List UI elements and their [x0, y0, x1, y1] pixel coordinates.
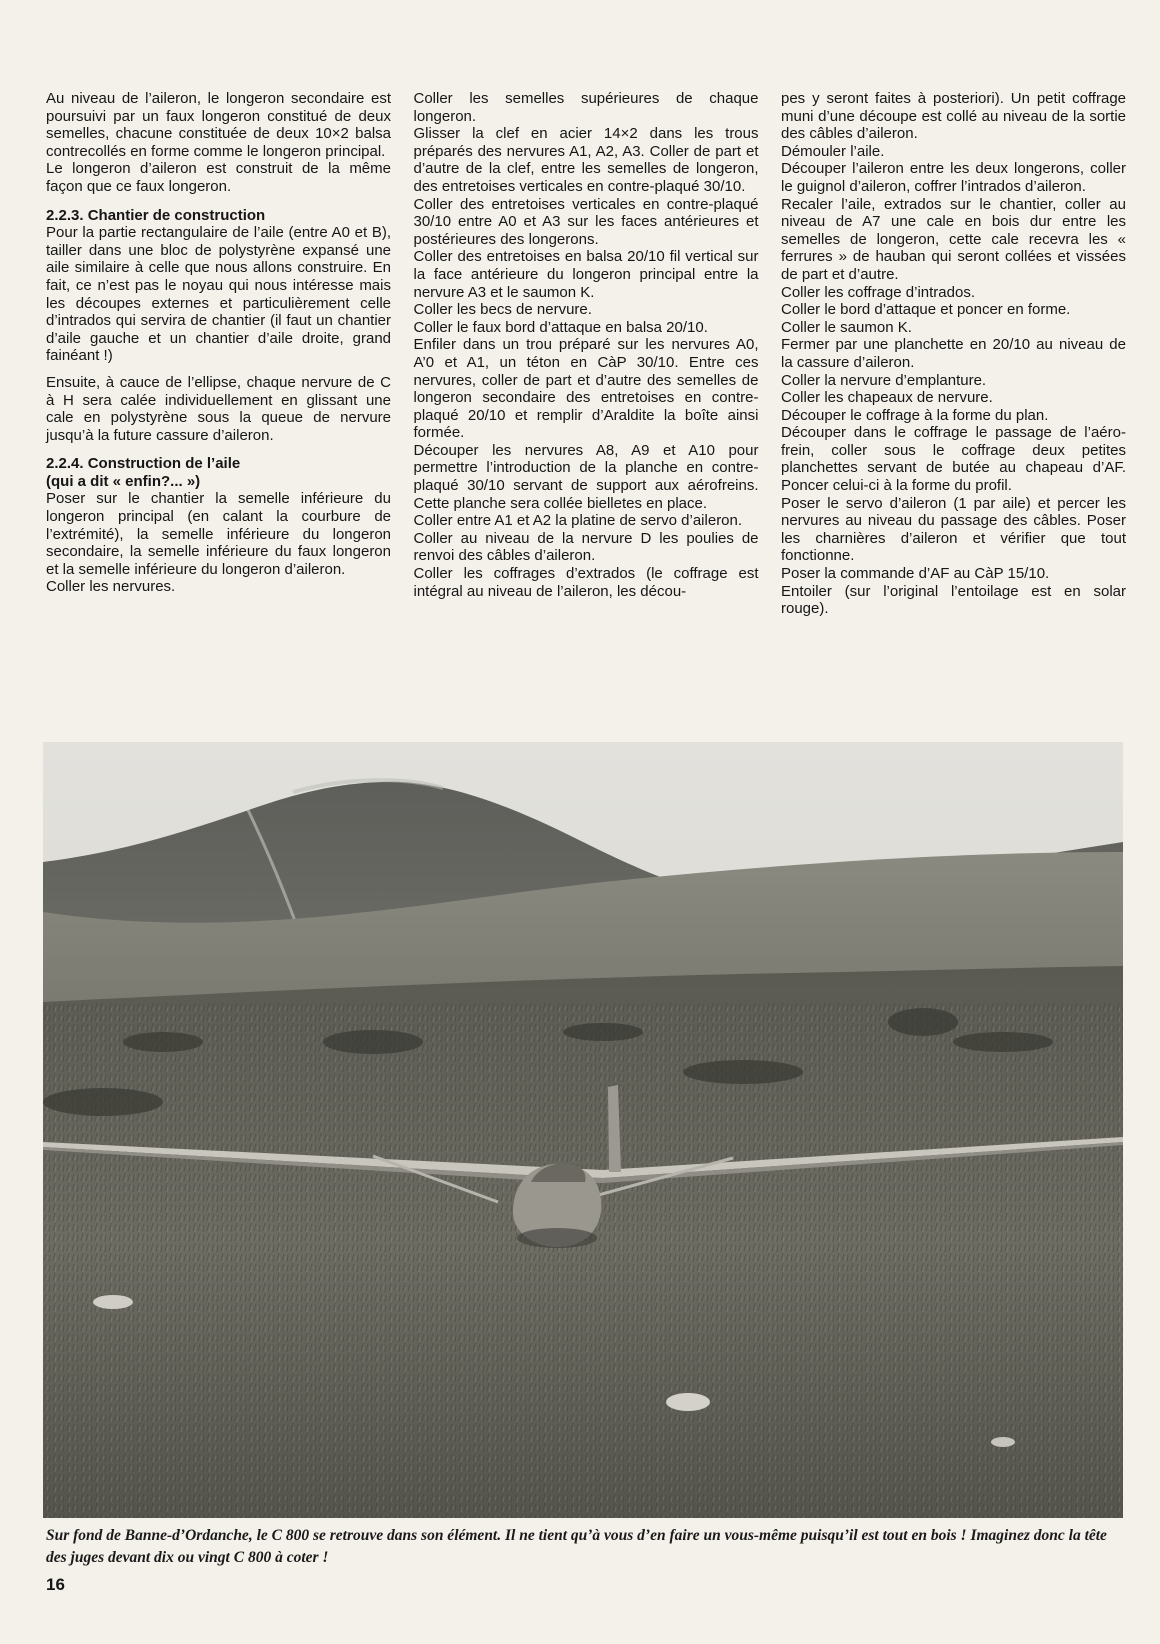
paragraph: Entoiler (sur l’original l’entoilage est en solar rouge). — [781, 582, 1126, 618]
text-column-3 — [781, 90, 1126, 702]
paragraph: Poser la commande d’AF au CàP 15/10. — [781, 565, 1050, 583]
glider-on-hillside-photo — [43, 742, 1123, 1518]
paragraph: Coller entre A1 et A2 la platine de servo d’aileron. — [413, 512, 743, 530]
paragraph: Coller le bord d’attaque et poncer en forme. — [781, 301, 1071, 319]
paragraph: Coller des entretoises verticales en contre-plaqué 30/10 entre A0 et A3 sur les faces antérieures et postérieures des longerons. — [413, 195, 759, 248]
page-number: 16 — [46, 1575, 65, 1594]
paragraph: Coller les nervures. — [46, 578, 176, 596]
section-heading: (qui a dit « enfin?... ») — [46, 472, 201, 490]
paragraph: Démouler l’aile. — [781, 142, 885, 160]
paragraph: Coller des entretoises en balsa 20/10 fil vertical sur la face antérieure du longeron principal entre la nervure A3 et le saumon K. — [413, 248, 759, 301]
paragraph: Coller le saumon K. — [781, 318, 912, 336]
paragraph: Poser le servo d’aileron (1 par aile) et percer les nervures au niveau du passage des câbles. Poser les charnières d’aileron et vérifier que tout fonctionne. — [781, 494, 1126, 565]
paragraph: Enfiler dans un trou préparé sur les nervures A0, A’0 et A1, un téton en CàP 30/10. Entre ces nervures, coller de part et d’autre des semelles de longeron secondaire des entretoises en contre-plaqué 20/10 et remplir d’Araldite la boîte ainsi formée. — [413, 336, 759, 442]
paragraph: Le longeron d’aileron est construit de la même façon que ce faux longeron. — [46, 160, 391, 195]
section-heading: 2.2.4. Construction de l’aile — [46, 455, 241, 473]
paragraph: Découper l’aileron entre les deux longerons, coller le guignol d’aileron, coffrer l’intrados d’aileron. — [781, 160, 1126, 195]
glider-photo — [43, 742, 1123, 1518]
photo-caption: Sur fond de Banne-d’Ordanche, le C 800 se retrouve dans son élément. Il ne tient qu’à vous d’en faire un vous-même puisqu’il est tout en bois ! Imaginez donc la tête des juges devant dix ou vingt C 800 à coter ! — [46, 1527, 1107, 1566]
paragraph: Découper le coffrage à la forme du plan. — [781, 406, 1049, 424]
paragraph: Coller la nervure d’emplanture. — [781, 371, 987, 389]
paragraph: pes y seront faites à posteriori). Un petit coffrage muni d’une découpe est collé au niveau de la sortie des câbles d’aileron. — [781, 90, 1126, 143]
paragraph: Coller au niveau de la nervure D les poulies de renvoi des câbles d’aileron. — [413, 529, 759, 565]
paragraph: Découper les nervures A8, A9 et A10 pour permettre l’introduction de la planche en contre-plaqué 30/10 servant de support aux aérofreins. Cette planche sera collée bielletes en place. — [413, 441, 759, 512]
section-heading: 2.2.3. Chantier de construction — [46, 206, 266, 224]
paragraph: Pour la partie rectangulaire de l’aile (entre A0 et B), tailler dans une bloc de polystyrène expansé une aile similaire à celle que nous allons construire. En fait, ce n’est pas le noyau qui nous intéresse mais les découpes externes et particulièrement celle d’intrados qui servira de chantier (il faut un chantier d’aile gauche et un chantier d’aile droite, grand fainéant !) — [46, 224, 391, 365]
paragraph: Coller le faux bord d’attaque en balsa 20/10. — [413, 318, 708, 336]
paragraph: Recaler l’aile, extrados sur le chantier, coller au niveau de A7 une cale en bois dur entre les semelles de longeron, cette cale recevra les « ferrures » de hauban qui seront collées et vissées de part et d’autre. — [781, 195, 1126, 283]
text-columns — [46, 90, 1126, 702]
paragraph: Coller les becs de nervure. — [413, 301, 592, 319]
paragraph: Glisser la clef en acier 14×2 dans les trous préparés des nervures A1, A2, A3. Coller de part et d’autre de la clef, entre les semelles de longeron, des entretoises verticales en contre-plaqué 30/10. — [413, 125, 759, 195]
paragraph: Coller les coffrage d’intrados. — [781, 283, 975, 301]
text-column-1 — [46, 90, 391, 702]
paragraph: Au niveau de l’aileron, le longeron secondaire est poursuivi par un faux longeron constitué de deux semelles, chacune constituée de deux 10×2 balsa contrecollés en forme comme le longeron principal. — [46, 90, 391, 160]
paragraph: Poser sur le chantier la semelle inférieure du longeron principal (en calant la courbure de l’extrémité), la semelle inférieure du longeron secondaire, la semelle inférieure du faux longeron et la semelle inférieure du longeron d’aileron. — [46, 490, 391, 578]
paragraph: Coller les chapeaux de nervure. — [781, 389, 993, 407]
paragraph: Découper dans le coffrage le passage de l’aéro-frein, coller sous le coffrage deux petites planchettes servant de butée au chapeau d’AF. Poncer celui-ci à la forme du profil. — [781, 424, 1126, 495]
paragraph: Coller les coffrages d’extrados (le coffrage est intégral au niveau de l’aileron, les décou- — [413, 565, 759, 600]
text-column-2 — [414, 90, 759, 702]
paragraph: Coller les semelles supérieures de chaque longeron. — [413, 90, 759, 125]
paragraph: Fermer par une planchette en 20/10 au niveau de la cassure d’aileron. — [781, 336, 1126, 371]
paragraph: Ensuite, à cauce de l’ellipse, chaque nervure de C à H sera calée individuellement en glissant une cale en polystyrène sous la queue de nervure jusqu’à la future cassure d’aileron. — [46, 373, 391, 444]
